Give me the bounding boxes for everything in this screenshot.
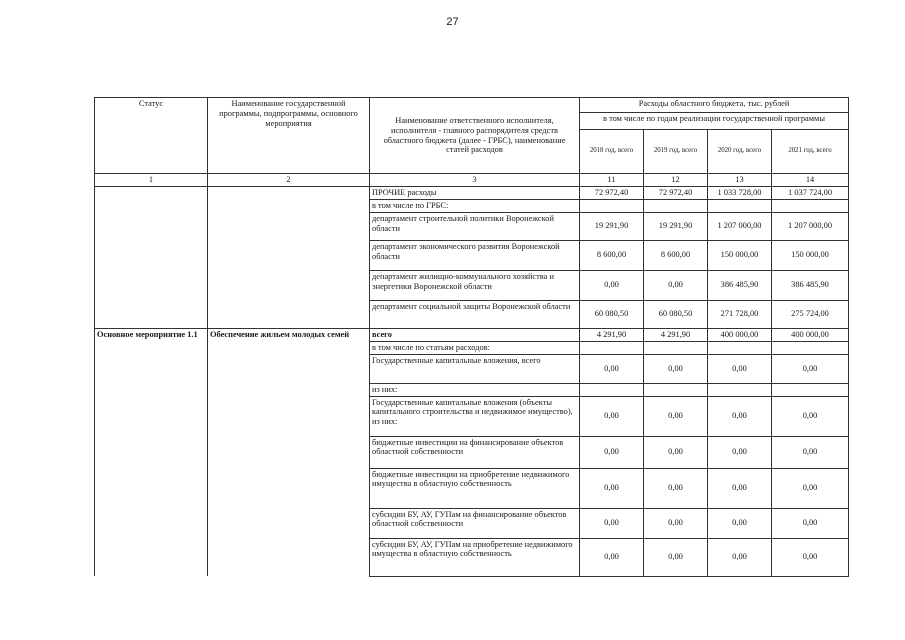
row-value: 275 724,00 xyxy=(772,300,849,328)
row-value xyxy=(644,199,708,212)
status-cell: Основное мероприятие 1.1 xyxy=(95,328,208,576)
header-name: Наименование государственной программы, подпрограммы, основного мероприятия xyxy=(208,98,370,174)
row-value: 0,00 xyxy=(772,436,849,468)
row-label: из них: xyxy=(370,383,580,396)
row-value: 0,00 xyxy=(580,538,644,576)
row-value: 72 972,40 xyxy=(580,186,644,199)
row-value xyxy=(708,383,772,396)
row-value xyxy=(580,199,644,212)
row-label: в том числе по ГРБС: xyxy=(370,199,580,212)
table-row xyxy=(95,186,849,199)
row-value: 0,00 xyxy=(772,396,849,436)
row-value xyxy=(644,341,708,354)
header-expenses: Расходы областного бюджета, тыс. рублей xyxy=(580,98,849,113)
column-number: 14 xyxy=(772,174,849,187)
row-value: 400 000,00 xyxy=(708,328,772,341)
row-value: 19 291,90 xyxy=(644,212,708,240)
name-cell xyxy=(208,186,370,328)
row-value xyxy=(580,383,644,396)
column-number: 2 xyxy=(208,174,370,187)
row-label: бюджетные инвестиции на финансирование объектов областной собственности xyxy=(370,436,580,468)
header-status: Статус xyxy=(95,98,208,174)
header-year: 2020 год, всего xyxy=(708,130,772,174)
header-executor: Наименование ответственного исполнителя, исполнителя - главного распорядителя средств областного бюджета (далее - ГРБС), наименование статей расходов xyxy=(370,98,580,174)
column-numbers-row xyxy=(95,174,849,187)
row-value: 60 080,50 xyxy=(580,300,644,328)
header-year: 2019 год, всего xyxy=(644,130,708,174)
row-value: 0,00 xyxy=(580,354,644,383)
row-value: 0,00 xyxy=(708,436,772,468)
row-value: 0,00 xyxy=(708,354,772,383)
row-value xyxy=(644,383,708,396)
name-cell: Обеспечение жильем молодых семей xyxy=(208,328,370,576)
row-value: 386 485,90 xyxy=(708,270,772,300)
row-value: 1 037 724,00 xyxy=(772,186,849,199)
row-value: 8 600,00 xyxy=(580,240,644,270)
row-label: департамент строительной политики Воронежской области xyxy=(370,212,580,240)
row-value: 1 207 000,00 xyxy=(772,212,849,240)
row-value: 271 728,00 xyxy=(708,300,772,328)
row-value xyxy=(772,199,849,212)
row-value: 0,00 xyxy=(644,354,708,383)
row-value: 0,00 xyxy=(644,270,708,300)
row-value xyxy=(708,341,772,354)
row-label: департамент экономического развития Воронежской области xyxy=(370,240,580,270)
row-value: 0,00 xyxy=(708,508,772,538)
row-value: 0,00 xyxy=(644,396,708,436)
row-value xyxy=(772,341,849,354)
row-label: всего xyxy=(370,328,580,341)
row-label: департамент жилищно-коммунального хозяйства и энергетики Воронежской области xyxy=(370,270,580,300)
row-value: 0,00 xyxy=(580,468,644,508)
row-label: Государственные капитальные вложения, всего xyxy=(370,354,580,383)
row-value: 0,00 xyxy=(644,436,708,468)
row-value: 150 000,00 xyxy=(772,240,849,270)
budget-table xyxy=(94,97,849,577)
row-label: субсидии БУ, АУ, ГУПам на приобретение недвижимого имущества в областную собственность xyxy=(370,538,580,576)
header-row xyxy=(95,98,849,113)
page-number: 27 xyxy=(446,16,459,28)
row-value: 60 080,50 xyxy=(644,300,708,328)
row-label: Государственные капитальные вложения (объекты капитального строительства и недвижимое имущество), из них: xyxy=(370,396,580,436)
column-number: 12 xyxy=(644,174,708,187)
row-value: 1 207 000,00 xyxy=(708,212,772,240)
row-value: 386 485,90 xyxy=(772,270,849,300)
row-value: 0,00 xyxy=(580,436,644,468)
header-year: 2021 год, всего xyxy=(772,130,849,174)
table-row xyxy=(95,328,849,341)
row-value: 1 033 728,00 xyxy=(708,186,772,199)
row-value: 4 291,90 xyxy=(580,328,644,341)
row-value: 0,00 xyxy=(708,396,772,436)
status-cell xyxy=(95,186,208,328)
row-value: 150 000,00 xyxy=(708,240,772,270)
row-value: 0,00 xyxy=(772,354,849,383)
row-value: 0,00 xyxy=(644,508,708,538)
row-value: 0,00 xyxy=(644,538,708,576)
row-value: 0,00 xyxy=(772,468,849,508)
row-value: 0,00 xyxy=(644,468,708,508)
row-value: 0,00 xyxy=(772,538,849,576)
row-value: 400 000,00 xyxy=(772,328,849,341)
row-value xyxy=(580,341,644,354)
row-value: 0,00 xyxy=(580,396,644,436)
row-label: в том числе по статьям расходов: xyxy=(370,341,580,354)
row-label: департамент социальной защиты Воронежской области xyxy=(370,300,580,328)
row-label: бюджетные инвестиции на приобретение недвижимого имущества в областную собственность xyxy=(370,468,580,508)
column-number: 11 xyxy=(580,174,644,187)
row-label: ПРОЧИЕ расходы xyxy=(370,186,580,199)
row-value: 0,00 xyxy=(772,508,849,538)
row-value: 0,00 xyxy=(708,538,772,576)
header-year: 2018 год, всего xyxy=(580,130,644,174)
row-value: 0,00 xyxy=(580,508,644,538)
row-value: 0,00 xyxy=(580,270,644,300)
row-value: 4 291,90 xyxy=(644,328,708,341)
row-label: субсидии БУ, АУ, ГУПам на финансирование объектов областной собственности xyxy=(370,508,580,538)
row-value xyxy=(708,199,772,212)
row-value xyxy=(772,383,849,396)
column-number: 3 xyxy=(370,174,580,187)
row-value: 19 291,90 xyxy=(580,212,644,240)
column-number: 1 xyxy=(95,174,208,187)
row-value: 8 600,00 xyxy=(644,240,708,270)
row-value: 72 972,40 xyxy=(644,186,708,199)
column-number: 13 xyxy=(708,174,772,187)
row-value: 0,00 xyxy=(708,468,772,508)
header-by-years: в том числе по годам реализации государственной программы xyxy=(580,113,849,130)
